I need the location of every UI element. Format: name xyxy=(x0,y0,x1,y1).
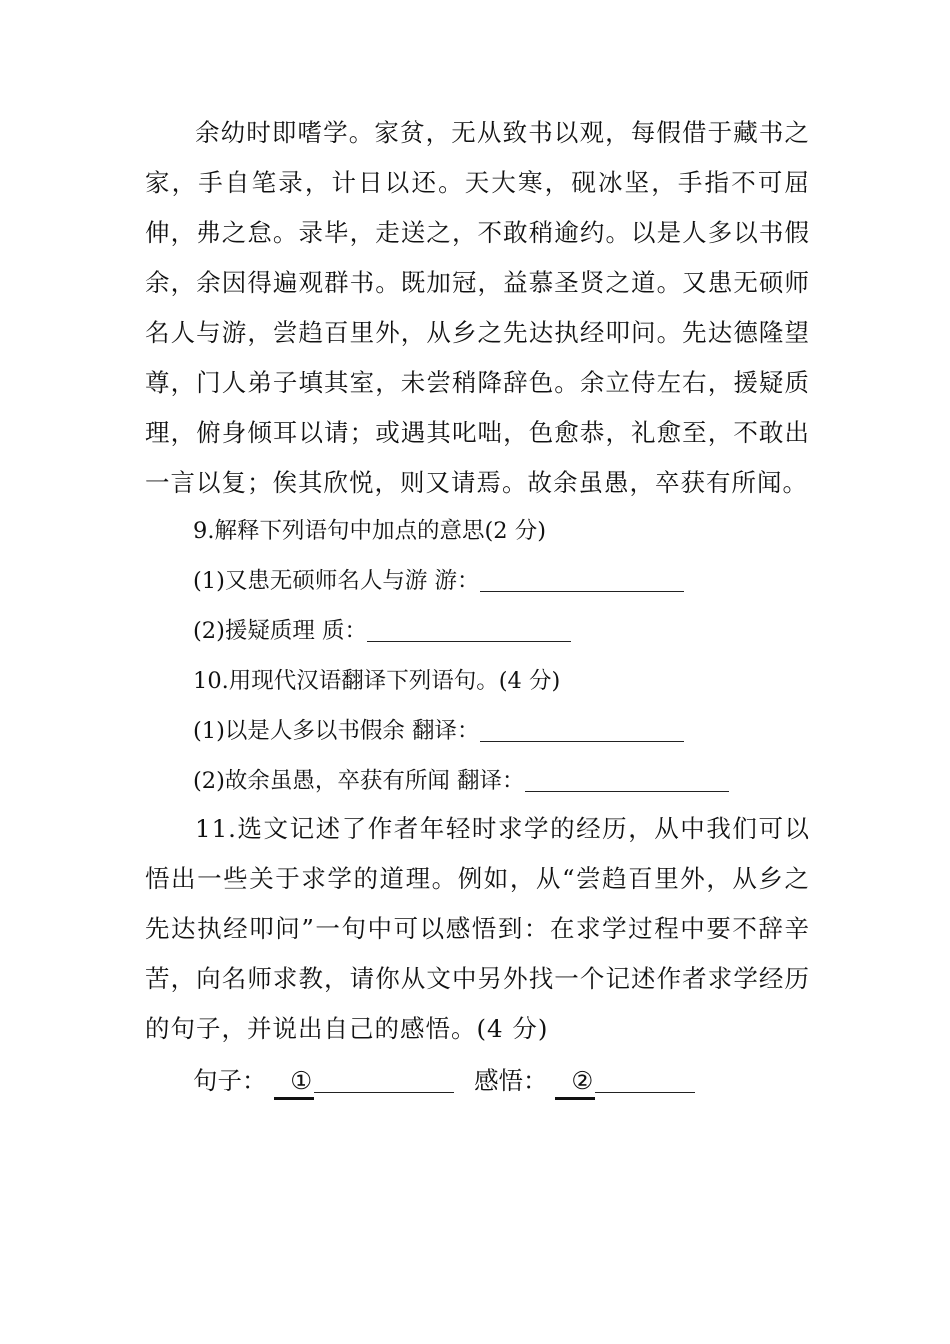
insight-blank[interactable] xyxy=(595,1068,695,1094)
q9-item-1-text: (1)又患无硕师名人与游 游： xyxy=(193,568,480,594)
answer-blank[interactable] xyxy=(480,569,684,593)
circled-one-mark: ① xyxy=(288,1056,314,1106)
insight-label: 感悟： xyxy=(474,1066,548,1095)
q9-item-1 xyxy=(193,556,684,606)
q10-item-2 xyxy=(193,756,729,806)
q10-item-1 xyxy=(193,706,684,756)
sentence-blank[interactable] xyxy=(314,1068,454,1094)
sentence-label: 句子： xyxy=(193,1066,267,1095)
answer-blank[interactable] xyxy=(480,719,684,743)
q9-item-2 xyxy=(193,606,571,656)
q11-answer-line xyxy=(193,1056,695,1106)
passage-text: 余幼时即嗜学。家贫，无从致书以观，每假借于藏书之家，手自笔录，计日以还。天大寒，砚冰坚，手指不可屈伸，弗之怠。录毕，走送之，不敢稍逾约。以是人多以书假余，余因得遍观群书。既加冠，益慕圣贤之道。又患无硕师名人与游，尝趋百里外，从乡之先达执经叩问。先达德隆望尊，门人弟子填其室，未尝稍降辞色。余立侍左右，援疑质理，俯身倾耳以请；或遇其叱咄，色愈恭，礼愈至，不敢出一言以复；俟其欣悦，则又请焉。故余虽愚，卒获有所闻。 xyxy=(145,118,810,497)
answer-blank[interactable] xyxy=(367,619,571,643)
q10-title: 10.用现代汉语翻译下列语句。(4 分) xyxy=(193,668,561,694)
q10-item-1-text: (1)以是人多以书假余 翻译： xyxy=(193,718,480,744)
q9-item-2-text: (2)援疑质理 质： xyxy=(193,618,368,644)
answer-blank[interactable] xyxy=(525,769,729,793)
q10-item-2-text: (2)故余虽愚，卒获有所闻 翻译： xyxy=(193,768,525,794)
q9-title: 9.解释下列语句中加点的意思(2 分) xyxy=(193,518,546,544)
q11-text: 11.选文记述了作者年轻时求学的经历，从中我们可以悟出一些关于求学的道理。例如，从“尝趋百里外，从乡之先达执经叩问”一句中可以感悟到：在求学过程中要不辞辛苦，向名师求教，请你从文中另外找一个记述作者求学经历的句子，并说出自己的感悟。(4 分) xyxy=(145,814,810,1043)
circled-two-mark: ② xyxy=(569,1056,595,1106)
